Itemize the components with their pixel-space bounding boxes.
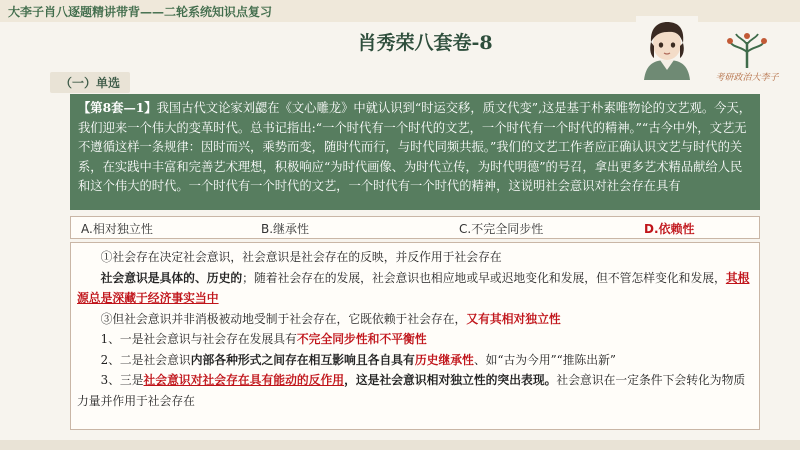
- answer-p2-bold: 社会意识是具体的、历史的: [100, 270, 243, 285]
- logo: [712, 30, 782, 85]
- answer-p2-red: 其根源总是深藏于经济事实当中: [77, 270, 750, 305]
- answer-p5-tail: 、如“古为今用”“推陈出新”: [473, 352, 616, 367]
- answer-line-1: ①社会存在决定社会意识，社会意识是社会存在的反映，并反作用于社会存在: [100, 250, 502, 264]
- answer-line-6: [77, 370, 753, 411]
- answer-p5-text: 2、二是社会意识: [100, 352, 191, 367]
- answer-p4-red: 不完全同步性和不平衡性: [296, 332, 427, 346]
- answer-p5-red: 历史继承性: [414, 352, 474, 367]
- answer-line-2: [77, 268, 753, 309]
- answer-line-5: [77, 350, 753, 371]
- logo-text: 考研政治大李子: [715, 73, 779, 83]
- question-box: [70, 94, 760, 210]
- answer-p6-red: 社会意识对社会存在具有能动的反作用: [143, 373, 345, 387]
- option-a[interactable]: A.相对独立性: [81, 222, 153, 236]
- banner-title: 大李子肖八逐题精讲带背——二轮系统知识点复习: [8, 5, 273, 19]
- question-text: 我国古代文论家刘勰在《文心雕龙》中就认识到“时运交移，质文代变”,这是基于朴素唯物论的文艺观。今天，我们迎来一个伟大的变革时代。总书记指出:“一个时代有一个时代的文艺，一个时代有一个时代的精神。”“古今中外，文艺无不遵循这样一条规律：因时而兴，乘势而变，随时代而行，与时代同频共振。”我们的文艺工作者应正确认识文艺与时代的关系，在实践中丰富和完善艺术理想，积极响应“为时代画像、为时代立传，为时代明德”的号召，拿出更多艺术精品献给人民和这个伟大的时代。一个时代有一个时代的文艺，一个时代有一个时代的精神，这说明社会意识对社会存在具有: [78, 101, 752, 193]
- option-c[interactable]: C.不完全同步性: [459, 222, 544, 236]
- answer-p6-text: 3、三是: [100, 373, 144, 387]
- bottom-bar: [0, 440, 800, 450]
- question-tag: 【第8套—1】: [78, 100, 157, 115]
- tree-logo-icon: [712, 30, 782, 70]
- answer-p4-text: 1、一是社会意识与社会存在发展具有: [100, 332, 297, 346]
- answer-line-3: [77, 309, 753, 330]
- answer-p2-text: ；随着社会存在的发展，社会意识也相应地或早或迟地变化和发展，但不管怎样变化和发展，: [242, 270, 726, 285]
- answer-p5-bold: 内部各种形式之间存在相互影响且各自具有: [190, 352, 415, 367]
- answer-line-4: [77, 329, 753, 350]
- avatar-illustration-icon: [636, 16, 698, 80]
- avatar: [636, 16, 698, 80]
- page-title: 肖秀荣八套卷-8: [357, 32, 493, 54]
- answer-p6-tail: 社会意识在一定条件下会转化为物质力量并作用于社会存在: [77, 373, 746, 408]
- answer-explanation: [70, 242, 760, 430]
- option-b[interactable]: B.继承性: [261, 222, 310, 236]
- answer-p3-text: ③但社会意识并非消极被动地受制于社会存在，它既依赖于社会存在，: [100, 311, 467, 326]
- options-row: [70, 216, 760, 239]
- section-label: （一）单选: [50, 72, 130, 93]
- option-d[interactable]: D.依赖性: [644, 222, 695, 236]
- answer-p3-red: 又有其相对独立性: [466, 311, 561, 326]
- answer-p6-bold: ，这是社会意识相对独立性的突出表现。: [344, 373, 557, 387]
